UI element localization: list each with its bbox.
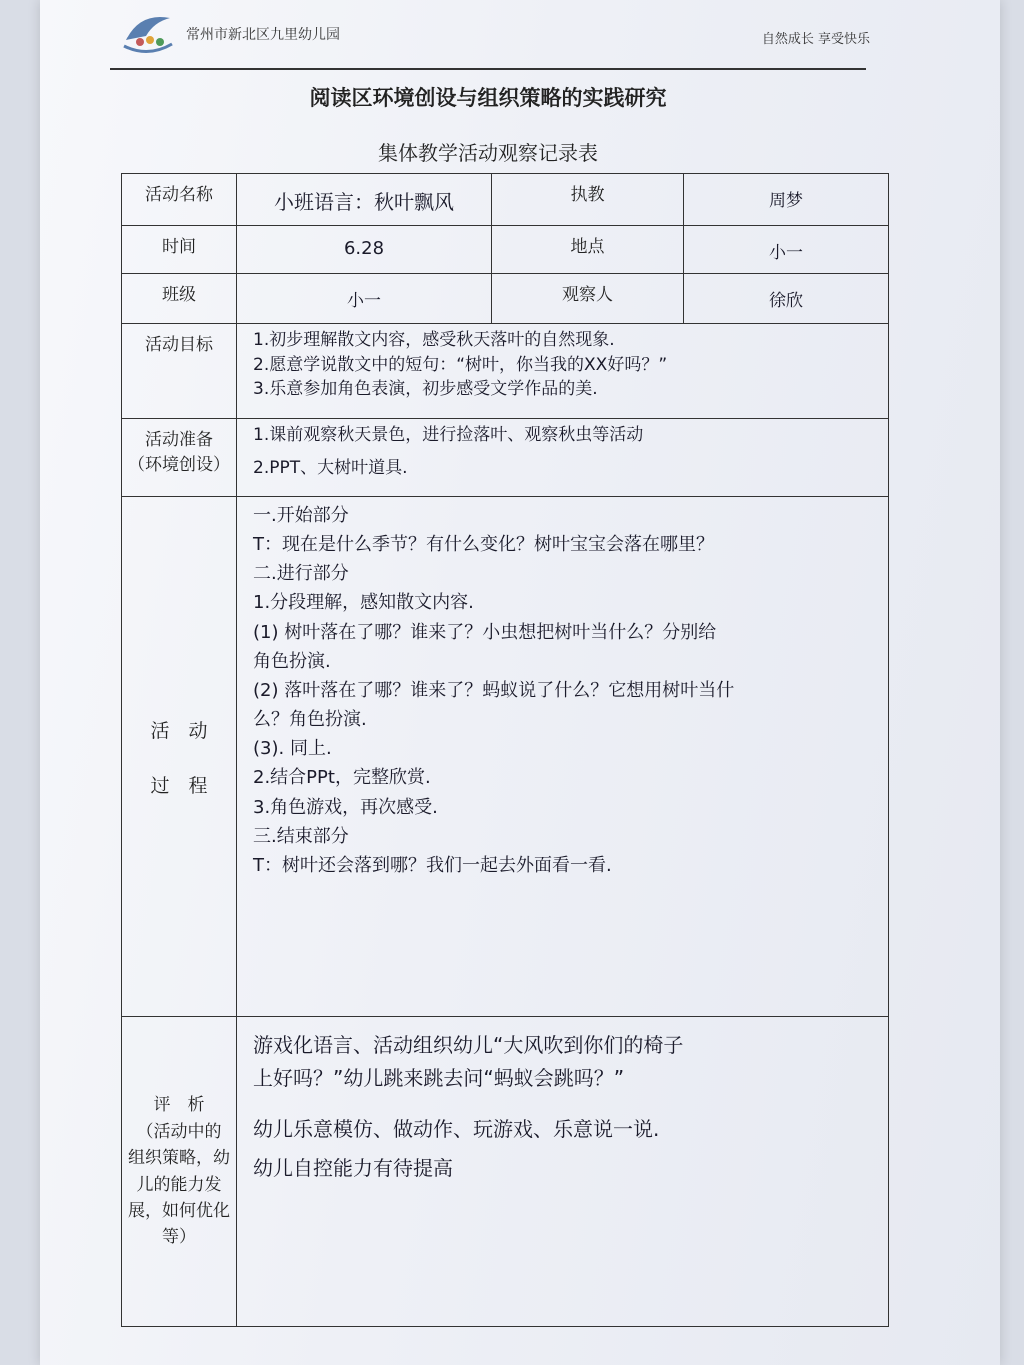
label-process-line1: 活 动 [150, 719, 208, 742]
row-time [122, 226, 889, 274]
row-class [122, 274, 889, 324]
label-teacher: 执教 [492, 174, 684, 226]
label-evaluation-line: 儿的能力发 [136, 1174, 222, 1195]
process-line: 2.结合PPt，完整欣赏. [253, 767, 431, 789]
row-activity-name [122, 174, 889, 226]
evaluation-line: 幼儿乐意模仿、做动作、玩游戏、乐意说一说. [253, 1117, 660, 1141]
label-evaluation-line: 等） [162, 1227, 196, 1248]
label-preparation-line2: （环境创设） [128, 455, 230, 475]
header-divider [110, 68, 866, 70]
label-evaluation-line: 组织策略，幼 [128, 1148, 230, 1169]
label-location: 地点 [492, 226, 684, 274]
process-line: 3.角色游戏，再次感受. [253, 796, 438, 818]
school-name: 常州市新北区九里幼儿园 [186, 27, 340, 43]
evaluation-content [237, 1017, 889, 1327]
goals-content [237, 324, 889, 419]
label-preparation-line1: 活动准备 [145, 430, 213, 450]
preparation-content [237, 419, 889, 497]
value-class: 小一 [237, 274, 492, 324]
label-goals: 活动目标 [122, 324, 237, 419]
label-process-line2: 过 程 [150, 774, 208, 797]
row-evaluation [122, 1017, 889, 1327]
label-preparation [122, 419, 237, 497]
label-process [122, 497, 237, 1017]
value-activity-name: 小班语言：秋叶飘风 [237, 174, 492, 226]
process-line: 一.开始部分 [253, 505, 349, 526]
value-teacher: 周梦 [684, 174, 889, 226]
process-line: (1) 树叶落在了哪？谁来了？小虫想把树叶当什么？分别给 [253, 621, 717, 643]
label-evaluation-line: 展，如何优化 [128, 1200, 230, 1221]
process-line: 三.结束部分 [253, 825, 349, 847]
label-evaluation [122, 1017, 237, 1327]
process-line: T：树叶还会落到哪？我们一起去外面看一看. [253, 854, 612, 876]
preparation-line: 2.PPT、大树叶道具. [253, 457, 408, 478]
observation-form-table [121, 173, 889, 1327]
value-time: 6.28 [237, 226, 492, 274]
goal-line: 2.愿意学说散文中的短句：“树叶，你当我的XX好吗？” [253, 354, 668, 375]
process-line: (2) 落叶落在了哪？谁来了？蚂蚁说了什么？它想用树叶当什 [253, 679, 735, 701]
document-subtitle: 集体教学活动观察记录表 [378, 141, 598, 165]
document-title: 阅读区环境创设与组织策略的实践研究 [309, 85, 667, 110]
label-time: 时间 [122, 226, 237, 274]
process-line: (3). 同上. [253, 738, 332, 760]
process-content [237, 497, 889, 1017]
process-line: T：现在是什么季节？有什么变化？树叶宝宝会落在哪里？ [253, 534, 714, 556]
process-line: 二.进行部分 [253, 563, 349, 585]
process-line: 角色扮演. [253, 650, 331, 672]
goal-line: 3.乐意参加角色表演，初步感受文学作品的美. [253, 379, 598, 400]
row-preparation [122, 419, 889, 497]
value-location: 小一 [684, 226, 889, 274]
label-evaluation-line: （活动中的 [136, 1121, 222, 1142]
preparation-line: 1.课前观察秋天景色，进行捡落叶、观察秋虫等活动 [253, 425, 644, 445]
label-observer: 观察人 [492, 274, 684, 324]
school-motto: 自然成长 享受快乐 [761, 32, 870, 47]
label-evaluation-line: 评 析 [153, 1095, 205, 1116]
evaluation-line: 幼儿自控能力有待提高 [253, 1156, 453, 1180]
letterhead [120, 10, 880, 65]
school-logo-icon [120, 10, 176, 60]
evaluation-line: 上好吗？”幼儿跳来跳去问“蚂蚁会跳吗？” [253, 1066, 625, 1090]
row-process [122, 497, 889, 1017]
label-activity-name: 活动名称 [122, 174, 237, 226]
label-class: 班级 [122, 274, 237, 324]
process-line: 1.分段理解，感知散文内容. [253, 592, 474, 614]
value-observer: 徐欣 [684, 274, 889, 324]
process-line: 么？角色扮演. [253, 709, 367, 731]
evaluation-line: 游戏化语言、活动组织幼儿“大风吹到你们的椅子 [253, 1033, 684, 1057]
row-goals [122, 324, 889, 419]
goal-line: 1.初步理解散文内容，感受秋天落叶的自然现象. [253, 330, 615, 350]
